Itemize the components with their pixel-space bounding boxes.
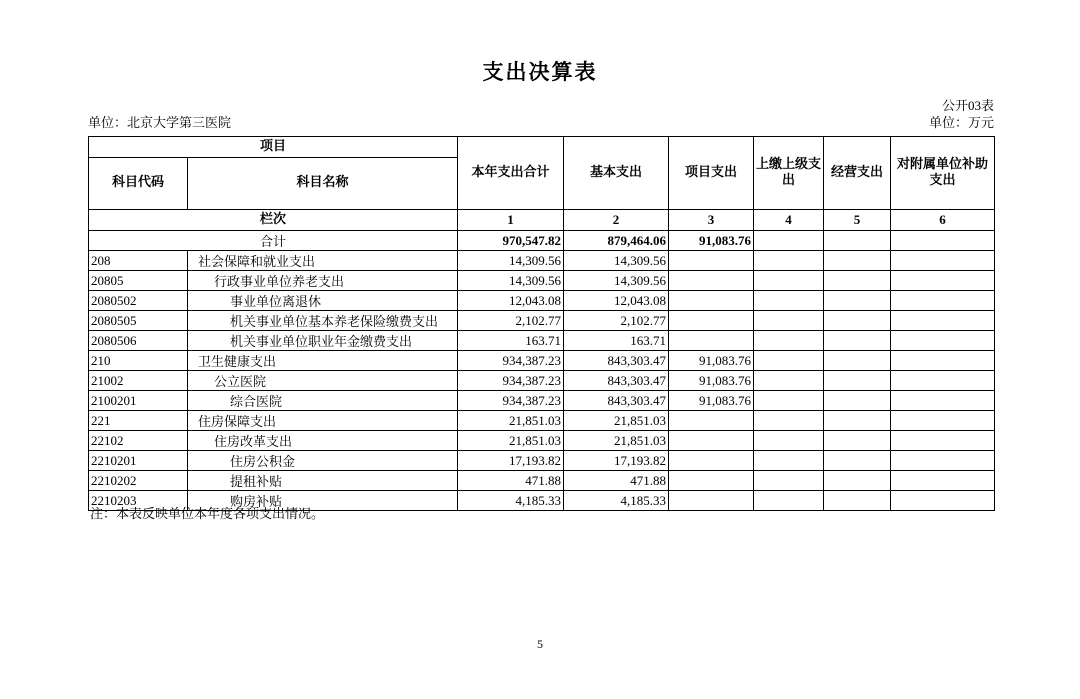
- summary-value: [891, 231, 995, 251]
- subject-name-cell: 住房保障支出: [188, 411, 458, 431]
- basic-value-cell: 843,303.47: [564, 351, 669, 371]
- project-value-cell: [669, 311, 754, 331]
- total-value-cell: 163.71: [458, 331, 564, 351]
- upper-value-cell: [754, 271, 824, 291]
- subsidy-value-cell: [891, 291, 995, 311]
- table-row: [89, 251, 995, 271]
- operating-value-cell: [824, 471, 891, 491]
- basic-value-cell: 14,309.56: [564, 271, 669, 291]
- operating-value-cell: [824, 311, 891, 331]
- upper-value-cell: [754, 351, 824, 371]
- subject-code-cell: 22102: [89, 431, 188, 451]
- total-value-cell: 934,387.23: [458, 391, 564, 411]
- basic-value-cell: 471.88: [564, 471, 669, 491]
- table-row: [89, 291, 995, 311]
- basic-value-cell: 163.71: [564, 331, 669, 351]
- subject-code-cell: 2080506: [89, 331, 188, 351]
- project-value-cell: [669, 491, 754, 511]
- subject-name-cell: 住房改革支出: [188, 431, 458, 451]
- subsidy-value-cell: [891, 491, 995, 511]
- total-value-cell: 934,387.23: [458, 351, 564, 371]
- header-operating-expenditure: 经营支出: [824, 137, 891, 210]
- project-value-cell: [669, 331, 754, 351]
- table-row: [89, 411, 995, 431]
- table-row: [89, 331, 995, 351]
- project-value-cell: 91,083.76: [669, 391, 754, 411]
- subsidy-value-cell: [891, 371, 995, 391]
- subsidy-value-cell: [891, 431, 995, 451]
- table-row: [89, 391, 995, 411]
- subsidy-value-cell: [891, 451, 995, 471]
- header-project-expenditure: 项目支出: [669, 137, 754, 210]
- subject-name-cell: 购房补贴: [188, 491, 458, 511]
- operating-value-cell: [824, 391, 891, 411]
- operating-value-cell: [824, 291, 891, 311]
- subject-code-cell: 2080505: [89, 311, 188, 331]
- table-row: [89, 371, 995, 391]
- subsidy-value-cell: [891, 471, 995, 491]
- subject-name-cell: 社会保障和就业支出: [188, 251, 458, 271]
- meta-row: [88, 112, 994, 131]
- subject-name-cell: 综合医院: [188, 391, 458, 411]
- header-upper-level-expenditure: 上缴上级支出: [754, 137, 824, 210]
- subject-name-cell: 机关事业单位基本养老保险缴费支出: [188, 311, 458, 331]
- subject-code-cell: 2080502: [89, 291, 188, 311]
- header-project-group: 项目: [89, 137, 458, 158]
- header-subject-name: 科目名称: [188, 158, 458, 210]
- table-note: 注：本表反映单位本年度各项支出情况。: [90, 506, 325, 521]
- upper-value-cell: [754, 331, 824, 351]
- operating-value-cell: [824, 411, 891, 431]
- page-title: 支出决算表: [482, 60, 598, 84]
- project-value-cell: 91,083.76: [669, 351, 754, 371]
- subject-code-cell: 2210201: [89, 451, 188, 471]
- total-value-cell: 14,309.56: [458, 251, 564, 271]
- project-value-cell: [669, 291, 754, 311]
- summary-value: [754, 231, 824, 251]
- basic-value-cell: 21,851.03: [564, 411, 669, 431]
- subsidy-value-cell: [891, 271, 995, 291]
- table-row: [89, 451, 995, 471]
- upper-value-cell: [754, 491, 824, 511]
- column-number: 5: [824, 210, 891, 231]
- subject-code-cell: 221: [89, 411, 188, 431]
- subject-code-cell: 2100201: [89, 391, 188, 411]
- header-basic-expenditure: 基本支出: [564, 137, 669, 210]
- total-value-cell: 2,102.77: [458, 311, 564, 331]
- page-number: 5: [537, 637, 543, 651]
- table-row: [89, 311, 995, 331]
- project-value-cell: [669, 251, 754, 271]
- project-value-cell: 91,083.76: [669, 371, 754, 391]
- operating-value-cell: [824, 491, 891, 511]
- operating-value-cell: [824, 451, 891, 471]
- upper-value-cell: [754, 371, 824, 391]
- operating-value-cell: [824, 431, 891, 451]
- subject-name-cell: 住房公积金: [188, 451, 458, 471]
- basic-value-cell: 2,102.77: [564, 311, 669, 331]
- upper-value-cell: [754, 411, 824, 431]
- subsidy-value-cell: [891, 391, 995, 411]
- subject-name-cell: 行政事业单位养老支出: [188, 271, 458, 291]
- basic-value-cell: 21,851.03: [564, 431, 669, 451]
- column-number: 3: [669, 210, 754, 231]
- subsidy-value-cell: [891, 251, 995, 271]
- header-subsidy-expenditure: 对附属单位补助支出: [891, 137, 995, 210]
- table-row: [89, 431, 995, 451]
- column-number: 6: [891, 210, 995, 231]
- basic-value-cell: 17,193.82: [564, 451, 669, 471]
- table-row: [89, 271, 995, 291]
- subject-code-cell: 2210202: [89, 471, 188, 491]
- upper-value-cell: [754, 431, 824, 451]
- operating-value-cell: [824, 331, 891, 351]
- operating-value-cell: [824, 371, 891, 391]
- project-value-cell: [669, 431, 754, 451]
- total-value-cell: 12,043.08: [458, 291, 564, 311]
- basic-value-cell: 4,185.33: [564, 491, 669, 511]
- expenditure-table: [88, 136, 995, 511]
- org-label: 单位：北京大学第三医院: [88, 115, 232, 130]
- summary-value: 91,083.76: [669, 231, 754, 251]
- summary-value: 970,547.82: [458, 231, 564, 251]
- subject-name-cell: 机关事业单位职业年金缴费支出: [188, 331, 458, 351]
- header-subject-code: 科目代码: [89, 158, 188, 210]
- subsidy-value-cell: [891, 411, 995, 431]
- upper-value-cell: [754, 291, 824, 311]
- basic-value-cell: 843,303.47: [564, 371, 669, 391]
- project-value-cell: [669, 411, 754, 431]
- project-value-cell: [669, 271, 754, 291]
- subsidy-value-cell: [891, 331, 995, 351]
- upper-value-cell: [754, 391, 824, 411]
- summary-value: 879,464.06: [564, 231, 669, 251]
- subject-name-cell: 提租补贴: [188, 471, 458, 491]
- table-header-row-1: [89, 137, 995, 158]
- total-value-cell: 4,185.33: [458, 491, 564, 511]
- operating-value-cell: [824, 251, 891, 271]
- table-body: [89, 231, 995, 511]
- basic-value-cell: 14,309.56: [564, 251, 669, 271]
- total-value-cell: 17,193.82: [458, 451, 564, 471]
- subject-code-cell: 21002: [89, 371, 188, 391]
- subject-code-cell: 2210203: [89, 491, 188, 511]
- table-code-label: 公开03表: [941, 98, 994, 113]
- subsidy-value-cell: [891, 351, 995, 371]
- summary-row: [89, 231, 995, 251]
- upper-value-cell: [754, 451, 824, 471]
- unit-label: 单位：万元: [928, 115, 994, 130]
- project-value-cell: [669, 471, 754, 491]
- basic-value-cell: 843,303.47: [564, 391, 669, 411]
- project-value-cell: [669, 451, 754, 471]
- subject-code-cell: 208: [89, 251, 188, 271]
- column-number: 2: [564, 210, 669, 231]
- total-value-cell: 21,851.03: [458, 411, 564, 431]
- column-index-row: [89, 210, 995, 231]
- column-index-label: 栏次: [89, 210, 458, 231]
- subject-code-cell: 210: [89, 351, 188, 371]
- total-value-cell: 934,387.23: [458, 371, 564, 391]
- total-value-cell: 471.88: [458, 471, 564, 491]
- upper-value-cell: [754, 251, 824, 271]
- subject-name-cell: 卫生健康支出: [188, 351, 458, 371]
- upper-value-cell: [754, 471, 824, 491]
- table-row: [89, 351, 995, 371]
- summary-value: [824, 231, 891, 251]
- subject-code-cell: 20805: [89, 271, 188, 291]
- operating-value-cell: [824, 271, 891, 291]
- operating-value-cell: [824, 351, 891, 371]
- column-number: 1: [458, 210, 564, 231]
- header-total-expenditure: 本年支出合计: [458, 137, 564, 210]
- total-value-cell: 21,851.03: [458, 431, 564, 451]
- summary-label: 合计: [89, 231, 458, 251]
- subject-name-cell: 公立医院: [188, 371, 458, 391]
- total-value-cell: 14,309.56: [458, 271, 564, 291]
- basic-value-cell: 12,043.08: [564, 291, 669, 311]
- table-row: [89, 471, 995, 491]
- subject-name-cell: 事业单位离退休: [188, 291, 458, 311]
- upper-value-cell: [754, 311, 824, 331]
- subsidy-value-cell: [891, 311, 995, 331]
- column-number: 4: [754, 210, 824, 231]
